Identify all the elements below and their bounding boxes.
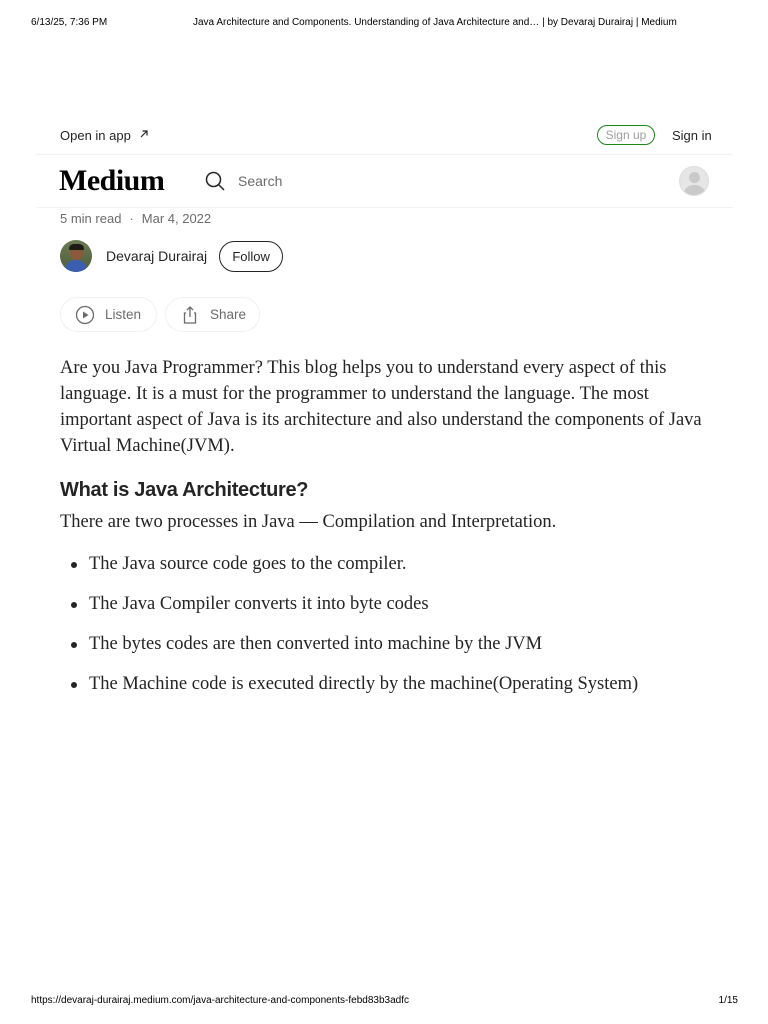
publish-date: Mar 4, 2022 — [141, 211, 212, 226]
print-datetime: 6/13/25, 7:36 PM — [31, 17, 108, 28]
lead-paragraph: There are two processes in Java — Compilation and Interpretation. — [60, 512, 557, 532]
bullet-dot — [71, 642, 77, 648]
user-avatar-icon[interactable] — [679, 166, 709, 196]
share-label: Share — [210, 307, 247, 322]
listen-label: Listen — [105, 307, 142, 322]
print-title: Java Architecture and Components. Understanding of Java Architecture and… | by Devaraj Durairaj | Medium — [193, 17, 677, 28]
follow-button[interactable]: Follow — [219, 241, 283, 272]
author-name[interactable]: Devaraj Durairaj — [106, 248, 208, 264]
bullet-dot — [71, 682, 77, 688]
medium-logo[interactable]: Medium — [59, 164, 165, 197]
print-header — [0, 17, 768, 31]
nav-bar — [36, 155, 733, 208]
bullet-dot — [71, 562, 77, 568]
bullet-dot — [71, 602, 77, 608]
arrow-up-right-icon — [139, 128, 149, 142]
list-item — [60, 631, 710, 657]
author-row — [60, 240, 283, 272]
list-item — [60, 551, 710, 577]
search-icon[interactable] — [204, 170, 226, 192]
list-item-text: The Machine code is executed directly by the machine(Operating System) — [89, 674, 639, 694]
print-footer — [0, 995, 768, 1009]
list-item — [60, 671, 710, 697]
print-page-number: 1/15 — [718, 995, 738, 1006]
play-circle-icon — [75, 305, 95, 325]
search-input[interactable] — [230, 168, 446, 194]
share-button[interactable] — [165, 297, 260, 332]
list-item-text: The Java Compiler converts it into byte codes — [89, 594, 429, 614]
author-avatar[interactable] — [60, 240, 92, 272]
open-in-app-link[interactable] — [60, 128, 149, 143]
list-item — [60, 591, 710, 617]
open-in-app-label: Open in app — [60, 128, 131, 143]
print-url: https://devaraj-durairaj.medium.com/java-architecture-and-components-febd83b3adfc — [31, 995, 409, 1006]
bullet-list — [60, 551, 710, 697]
meta-separator: · — [129, 211, 134, 226]
section-heading: What is Java Architecture? — [60, 479, 309, 501]
intro-paragraph: Are you Java Programmer? This blog helps you to understand every aspect of this language. It is a must for the programmer to understand the language. The most important aspect of Java is its architecture and also understand the components of Java Virtual Machine(JVM). — [60, 358, 702, 456]
listen-button[interactable] — [60, 297, 157, 332]
article-meta — [60, 211, 211, 226]
read-time: 5 min read — [60, 211, 122, 226]
share-icon — [180, 305, 200, 325]
list-item-text: The Java source code goes to the compiler. — [89, 554, 407, 574]
sign-up-button[interactable]: Sign up — [597, 125, 655, 145]
top-bar — [36, 124, 733, 155]
sign-in-link[interactable]: Sign in — [672, 128, 712, 143]
list-item-text: The bytes codes are then converted into machine by the JVM — [89, 634, 543, 654]
article-body — [60, 355, 710, 711]
